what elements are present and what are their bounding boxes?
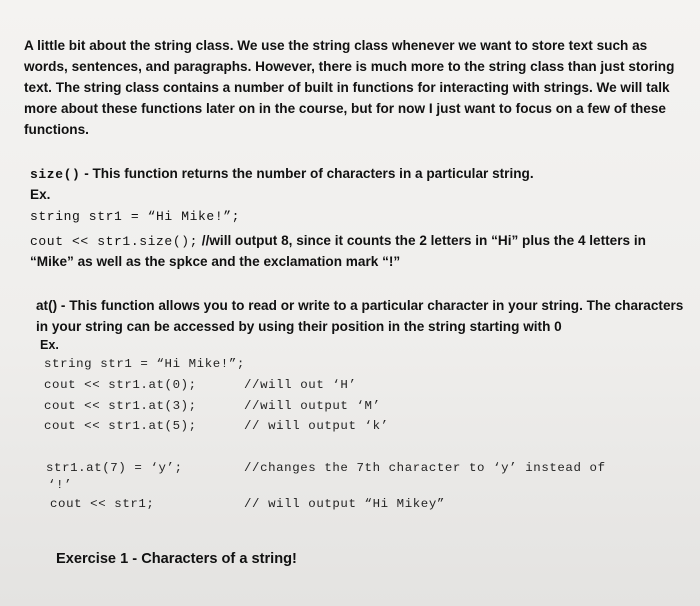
at-comment-row-1: //will out ‘H’ [244, 378, 357, 392]
intro-line-3: text. The string class contains a number of built in functions for interacting with strings. We will talk [24, 80, 670, 95]
size-description: - This function returns the number of characters in a particular string. [80, 166, 534, 181]
at-description-line-1: at() - This function allows you to read or write to a particular character in your string. The characters [36, 298, 684, 313]
size-comment: //will output 8, since it counts the 2 letters in “Hi” plus the 4 letters in [198, 233, 646, 248]
intro-line-2: words, sentences, and paragraphs. However, there is much more to the string class than just storing [24, 59, 675, 74]
at-code-declaration: string str1 = “Hi Mike!”; [44, 357, 245, 371]
at-assign-comment: //changes the 7th character to ‘y’ instead of [244, 461, 606, 475]
size-code-line [30, 230, 646, 252]
size-comment-continued: “Mike” as well as the spkce and the exclamation mark “!” [30, 254, 401, 269]
size-code-declaration: string str1 = “Hi Mike!”; [30, 209, 241, 224]
at-comment-row-2: //will output ‘M’ [244, 399, 381, 413]
intro-line-4: more about these functions later on in the course, but for now I just want to focus on a few of these [24, 101, 666, 116]
intro-line-1: A little bit about the string class. We use the string class whenever we want to store text such as [24, 38, 648, 53]
size-code-call: cout << str1.size(); [30, 234, 199, 249]
at-code-row-2: cout << str1.at(3); [44, 399, 197, 413]
at-ex-label: Ex. [40, 338, 59, 352]
at-code-row-1: cout << str1.at(0); [44, 378, 197, 392]
intro-line-5: functions. [24, 122, 89, 137]
at-final-comment: // will output “Hi Mikey” [244, 497, 445, 511]
at-assign-comment-wrap: ‘!’ [48, 478, 73, 492]
size-ex-label: Ex. [30, 187, 51, 202]
size-heading [30, 163, 534, 185]
at-code-row-3: cout << str1.at(5); [44, 419, 197, 433]
exercise-title: Exercise 1 - Characters of a string! [56, 551, 297, 567]
at-assign-code: str1.at(7) = ‘y’; [46, 461, 183, 475]
at-final-code: cout << str1; [50, 497, 155, 511]
at-comment-row-3: // will output ‘k’ [244, 419, 389, 433]
at-description-line-2: in your string can be accessed by using their position in the string starting with 0 [36, 319, 562, 334]
size-func-name: size() [30, 167, 81, 182]
